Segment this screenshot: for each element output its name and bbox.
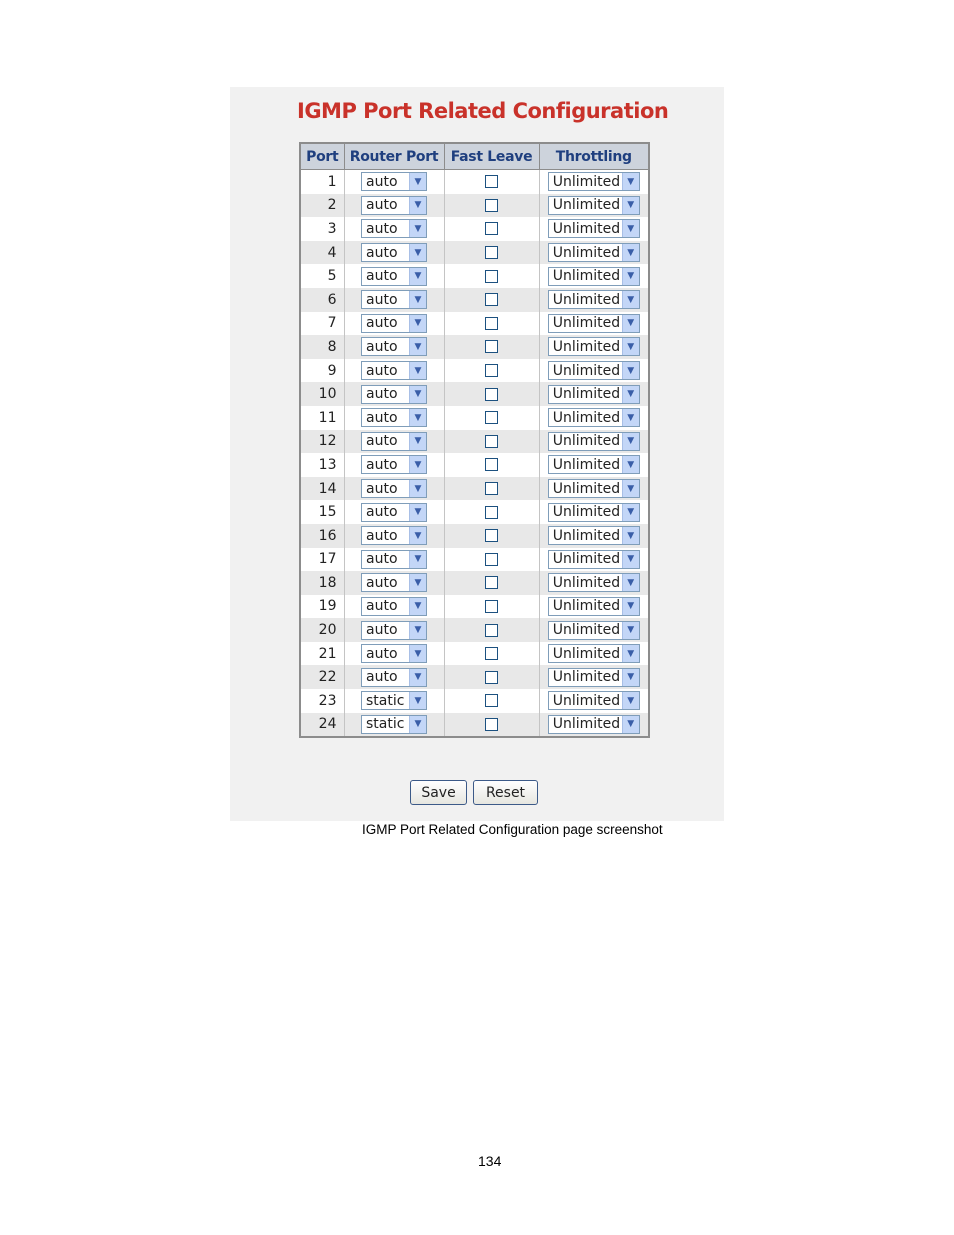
igmp-port-table [299, 142, 650, 738]
throttling-value: Unlimited [552, 574, 621, 591]
router-port-select[interactable] [361, 196, 427, 215]
router-port-select[interactable] [361, 526, 427, 545]
throttling-value: Unlimited [552, 433, 621, 450]
throttling-select[interactable] [548, 432, 640, 451]
fast-leave-cell [444, 194, 539, 218]
chevron-down-icon: ▼ [622, 551, 639, 568]
router-port-cell [344, 477, 444, 501]
router-port-select[interactable] [361, 361, 427, 380]
table-row [300, 665, 649, 689]
fast-leave-checkbox[interactable] [485, 199, 498, 212]
throttling-select[interactable] [548, 621, 640, 640]
throttling-cell [539, 430, 649, 454]
page-title: IGMP Port Related Configuration [297, 99, 669, 123]
throttling-select[interactable] [548, 243, 640, 262]
throttling-value: Unlimited [552, 268, 621, 285]
throttling-select[interactable] [548, 172, 640, 191]
router-port-cell [344, 288, 444, 312]
port-number: 20 [300, 618, 344, 642]
router-port-cell [344, 665, 444, 689]
router-port-cell [344, 335, 444, 359]
throttling-cell [539, 170, 649, 194]
fast-leave-checkbox[interactable] [485, 694, 498, 707]
router-port-select[interactable] [361, 432, 427, 451]
fast-leave-cell [444, 382, 539, 406]
chevron-down-icon: ▼ [409, 456, 426, 473]
table-row [300, 288, 649, 312]
fast-leave-cell [444, 288, 539, 312]
chevron-down-icon: ▼ [622, 386, 639, 403]
router-port-select[interactable] [361, 715, 427, 734]
throttling-cell [539, 217, 649, 241]
fast-leave-cell [444, 642, 539, 666]
router-port-cell [344, 264, 444, 288]
router-port-select[interactable] [361, 243, 427, 262]
chevron-down-icon: ▼ [622, 433, 639, 450]
fast-leave-checkbox[interactable] [485, 411, 498, 424]
chevron-down-icon: ▼ [409, 315, 426, 332]
port-number: 9 [300, 359, 344, 383]
fast-leave-cell [444, 689, 539, 713]
fast-leave-checkbox[interactable] [485, 270, 498, 283]
table-row [300, 500, 649, 524]
chevron-down-icon: ▼ [622, 645, 639, 662]
fast-leave-cell [444, 548, 539, 572]
table-row [300, 335, 649, 359]
header-throttling: Throttling [539, 143, 649, 170]
throttling-cell [539, 359, 649, 383]
router-port-value: auto [366, 315, 398, 332]
router-port-cell [344, 642, 444, 666]
router-port-select[interactable] [361, 385, 427, 404]
reset-button[interactable]: Reset [473, 780, 538, 805]
fast-leave-checkbox[interactable] [485, 718, 498, 731]
router-port-value: static [366, 692, 405, 709]
router-port-cell [344, 571, 444, 595]
router-port-cell [344, 618, 444, 642]
throttling-value: Unlimited [552, 504, 621, 521]
router-port-cell [344, 382, 444, 406]
header-fast-leave: Fast Leave [444, 143, 539, 170]
chevron-down-icon: ▼ [409, 244, 426, 261]
router-port-select[interactable] [361, 172, 427, 191]
router-port-cell [344, 406, 444, 430]
router-port-value: auto [366, 268, 398, 285]
chevron-down-icon: ▼ [622, 291, 639, 308]
fast-leave-cell [444, 500, 539, 524]
port-number: 5 [300, 264, 344, 288]
throttling-value: Unlimited [552, 244, 621, 261]
table-row [300, 194, 649, 218]
table-row [300, 453, 649, 477]
chevron-down-icon: ▼ [409, 268, 426, 285]
fast-leave-cell [444, 453, 539, 477]
port-number: 2 [300, 194, 344, 218]
port-number: 11 [300, 406, 344, 430]
fast-leave-checkbox[interactable] [485, 388, 498, 401]
throttling-select[interactable] [548, 715, 640, 734]
throttling-value: Unlimited [552, 622, 621, 639]
table-row [300, 217, 649, 241]
port-number: 12 [300, 430, 344, 454]
throttling-cell [539, 288, 649, 312]
fast-leave-cell [444, 335, 539, 359]
router-port-select[interactable] [361, 503, 427, 522]
fast-leave-cell [444, 477, 539, 501]
throttling-select[interactable] [548, 385, 640, 404]
chevron-down-icon: ▼ [409, 409, 426, 426]
throttling-cell [539, 500, 649, 524]
chevron-down-icon: ▼ [409, 692, 426, 709]
router-port-cell [344, 713, 444, 738]
router-port-value: auto [366, 669, 398, 686]
router-port-value: auto [366, 574, 398, 591]
fast-leave-cell [444, 217, 539, 241]
router-port-value: auto [366, 598, 398, 615]
router-port-value: auto [366, 527, 398, 544]
fast-leave-cell [444, 618, 539, 642]
fast-leave-checkbox[interactable] [485, 647, 498, 660]
chevron-down-icon: ▼ [409, 433, 426, 450]
chevron-down-icon: ▼ [409, 291, 426, 308]
router-port-value: auto [366, 456, 398, 473]
throttling-select[interactable] [548, 668, 640, 687]
router-port-cell [344, 524, 444, 548]
throttling-select[interactable] [548, 290, 640, 309]
throttling-cell [539, 312, 649, 336]
table-row [300, 312, 649, 336]
router-port-value: auto [366, 362, 398, 379]
fast-leave-checkbox[interactable] [485, 293, 498, 306]
chevron-down-icon: ▼ [409, 669, 426, 686]
table-row [300, 642, 649, 666]
fast-leave-checkbox[interactable] [485, 506, 498, 519]
throttling-value: Unlimited [552, 527, 621, 544]
router-port-select[interactable] [361, 219, 427, 238]
port-number: 17 [300, 548, 344, 572]
throttling-value: Unlimited [552, 220, 621, 237]
throttling-cell [539, 241, 649, 265]
header-router-port: Router Port [344, 143, 444, 170]
router-port-value: auto [366, 244, 398, 261]
table-row [300, 571, 649, 595]
router-port-value: auto [366, 504, 398, 521]
port-number: 23 [300, 689, 344, 713]
fast-leave-checkbox[interactable] [485, 246, 498, 259]
chevron-down-icon: ▼ [409, 716, 426, 733]
fast-leave-cell [444, 430, 539, 454]
throttling-cell [539, 665, 649, 689]
throttling-value: Unlimited [552, 173, 621, 190]
port-number: 1 [300, 170, 344, 194]
throttling-cell [539, 689, 649, 713]
fast-leave-checkbox[interactable] [485, 175, 498, 188]
fast-leave-cell [444, 406, 539, 430]
throttling-value: Unlimited [552, 551, 621, 568]
throttling-value: Unlimited [552, 480, 621, 497]
table-row [300, 548, 649, 572]
router-port-value: auto [366, 291, 398, 308]
chevron-down-icon: ▼ [622, 197, 639, 214]
chevron-down-icon: ▼ [409, 551, 426, 568]
port-number: 8 [300, 335, 344, 359]
table-row [300, 359, 649, 383]
fast-leave-cell [444, 170, 539, 194]
chevron-down-icon: ▼ [622, 173, 639, 190]
router-port-select[interactable] [361, 691, 427, 710]
fast-leave-checkbox[interactable] [485, 529, 498, 542]
port-number: 16 [300, 524, 344, 548]
chevron-down-icon: ▼ [622, 409, 639, 426]
chevron-down-icon: ▼ [622, 338, 639, 355]
table-row [300, 618, 649, 642]
port-number: 6 [300, 288, 344, 312]
router-port-select[interactable] [361, 479, 427, 498]
router-port-select[interactable] [361, 573, 427, 592]
router-port-value: auto [366, 645, 398, 662]
save-button[interactable]: Save [410, 780, 467, 805]
throttling-cell [539, 406, 649, 430]
port-number: 14 [300, 477, 344, 501]
port-number: 24 [300, 713, 344, 738]
chevron-down-icon: ▼ [409, 386, 426, 403]
throttling-cell [539, 618, 649, 642]
throttling-value: Unlimited [552, 669, 621, 686]
router-port-select[interactable] [361, 455, 427, 474]
fast-leave-checkbox[interactable] [485, 317, 498, 330]
throttling-select[interactable] [548, 479, 640, 498]
throttling-cell [539, 595, 649, 619]
chevron-down-icon: ▼ [622, 692, 639, 709]
router-port-cell [344, 595, 444, 619]
throttling-cell [539, 571, 649, 595]
table-row [300, 264, 649, 288]
router-port-select[interactable] [361, 267, 427, 286]
table-row [300, 713, 649, 738]
throttling-value: Unlimited [552, 386, 621, 403]
router-port-value: auto [366, 386, 398, 403]
page-number: 134 [478, 1153, 502, 1169]
router-port-select[interactable] [361, 550, 427, 569]
fast-leave-checkbox[interactable] [485, 600, 498, 613]
chevron-down-icon: ▼ [622, 527, 639, 544]
router-port-select[interactable] [361, 597, 427, 616]
chevron-down-icon: ▼ [409, 173, 426, 190]
port-number: 19 [300, 595, 344, 619]
port-number: 21 [300, 642, 344, 666]
chevron-down-icon: ▼ [622, 716, 639, 733]
throttling-select[interactable] [548, 597, 640, 616]
router-port-select[interactable] [361, 408, 427, 427]
throttling-cell [539, 642, 649, 666]
chevron-down-icon: ▼ [622, 598, 639, 615]
chevron-down-icon: ▼ [622, 315, 639, 332]
router-port-select[interactable] [361, 290, 427, 309]
throttling-select[interactable] [548, 455, 640, 474]
fast-leave-cell [444, 665, 539, 689]
fast-leave-checkbox[interactable] [485, 482, 498, 495]
port-number: 13 [300, 453, 344, 477]
table-row [300, 524, 649, 548]
port-number: 4 [300, 241, 344, 265]
throttling-cell [539, 264, 649, 288]
port-number: 18 [300, 571, 344, 595]
chevron-down-icon: ▼ [622, 220, 639, 237]
router-port-select[interactable] [361, 314, 427, 333]
table-row [300, 382, 649, 406]
port-number: 7 [300, 312, 344, 336]
throttling-value: Unlimited [552, 197, 621, 214]
throttling-select[interactable] [548, 644, 640, 663]
throttling-cell [539, 453, 649, 477]
chevron-down-icon: ▼ [409, 527, 426, 544]
throttling-value: Unlimited [552, 456, 621, 473]
throttling-cell [539, 713, 649, 738]
chevron-down-icon: ▼ [622, 480, 639, 497]
chevron-down-icon: ▼ [409, 197, 426, 214]
fast-leave-checkbox[interactable] [485, 222, 498, 235]
throttling-select[interactable] [548, 219, 640, 238]
chevron-down-icon: ▼ [622, 574, 639, 591]
chevron-down-icon: ▼ [409, 338, 426, 355]
throttling-cell [539, 335, 649, 359]
router-port-select[interactable] [361, 337, 427, 356]
router-port-cell [344, 689, 444, 713]
throttling-value: Unlimited [552, 692, 621, 709]
router-port-cell [344, 170, 444, 194]
throttling-select[interactable] [548, 503, 640, 522]
fast-leave-checkbox[interactable] [485, 458, 498, 471]
router-port-value: auto [366, 338, 398, 355]
chevron-down-icon: ▼ [622, 362, 639, 379]
router-port-value: auto [366, 433, 398, 450]
chevron-down-icon: ▼ [622, 268, 639, 285]
router-port-cell [344, 194, 444, 218]
throttling-value: Unlimited [552, 716, 621, 733]
chevron-down-icon: ▼ [409, 504, 426, 521]
router-port-value: auto [366, 173, 398, 190]
fast-leave-cell [444, 312, 539, 336]
throttling-cell [539, 382, 649, 406]
port-number: 22 [300, 665, 344, 689]
router-port-cell [344, 312, 444, 336]
fast-leave-cell [444, 571, 539, 595]
throttling-value: Unlimited [552, 598, 621, 615]
fast-leave-cell [444, 241, 539, 265]
fast-leave-checkbox[interactable] [485, 364, 498, 377]
table-row [300, 595, 649, 619]
router-port-value: auto [366, 551, 398, 568]
fast-leave-cell [444, 713, 539, 738]
router-port-select[interactable] [361, 621, 427, 640]
throttling-cell [539, 524, 649, 548]
table-row [300, 430, 649, 454]
router-port-cell [344, 241, 444, 265]
router-port-select[interactable] [361, 644, 427, 663]
throttling-cell [539, 548, 649, 572]
chevron-down-icon: ▼ [409, 574, 426, 591]
throttling-value: Unlimited [552, 338, 621, 355]
chevron-down-icon: ▼ [409, 622, 426, 639]
throttling-select[interactable] [548, 337, 640, 356]
chevron-down-icon: ▼ [622, 669, 639, 686]
table-row [300, 170, 649, 194]
chevron-down-icon: ▼ [622, 622, 639, 639]
throttling-cell [539, 477, 649, 501]
fast-leave-cell [444, 359, 539, 383]
throttling-select[interactable] [548, 408, 640, 427]
fast-leave-checkbox[interactable] [485, 340, 498, 353]
router-port-value: auto [366, 220, 398, 237]
fast-leave-cell [444, 595, 539, 619]
router-port-cell [344, 500, 444, 524]
throttling-select[interactable] [548, 196, 640, 215]
fast-leave-cell [444, 524, 539, 548]
throttling-select[interactable] [548, 691, 640, 710]
throttling-value: Unlimited [552, 362, 621, 379]
chevron-down-icon: ▼ [409, 598, 426, 615]
throttling-select[interactable] [548, 314, 640, 333]
throttling-select[interactable] [548, 361, 640, 380]
router-port-value: auto [366, 409, 398, 426]
router-port-select[interactable] [361, 668, 427, 687]
port-number: 3 [300, 217, 344, 241]
fast-leave-checkbox[interactable] [485, 624, 498, 637]
router-port-value: static [366, 716, 405, 733]
chevron-down-icon: ▼ [409, 220, 426, 237]
chevron-down-icon: ▼ [409, 362, 426, 379]
table-header-row [300, 143, 649, 170]
table-row [300, 689, 649, 713]
table-row [300, 406, 649, 430]
port-number: 15 [300, 500, 344, 524]
router-port-value: auto [366, 197, 398, 214]
router-port-cell [344, 548, 444, 572]
fast-leave-cell [444, 264, 539, 288]
throttling-value: Unlimited [552, 409, 621, 426]
chevron-down-icon: ▼ [622, 456, 639, 473]
router-port-cell [344, 453, 444, 477]
chevron-down-icon: ▼ [622, 244, 639, 261]
table-row [300, 477, 649, 501]
chevron-down-icon: ▼ [409, 645, 426, 662]
throttling-value: Unlimited [552, 315, 621, 332]
router-port-value: auto [366, 480, 398, 497]
router-port-cell [344, 430, 444, 454]
table-row [300, 241, 649, 265]
fast-leave-checkbox[interactable] [485, 553, 498, 566]
chevron-down-icon: ▼ [409, 480, 426, 497]
header-port: Port [300, 143, 344, 170]
chevron-down-icon: ▼ [622, 504, 639, 521]
throttling-select[interactable] [548, 526, 640, 545]
throttling-value: Unlimited [552, 291, 621, 308]
fast-leave-checkbox[interactable] [485, 576, 498, 589]
throttling-select[interactable] [548, 573, 640, 592]
port-number: 10 [300, 382, 344, 406]
fast-leave-checkbox[interactable] [485, 435, 498, 448]
router-port-value: auto [366, 622, 398, 639]
throttling-select[interactable] [548, 550, 640, 569]
fast-leave-checkbox[interactable] [485, 671, 498, 684]
throttling-select[interactable] [548, 267, 640, 286]
throttling-cell [539, 194, 649, 218]
throttling-value: Unlimited [552, 645, 621, 662]
figure-caption: IGMP Port Related Configuration page screenshot [362, 822, 663, 837]
router-port-cell [344, 359, 444, 383]
router-port-cell [344, 217, 444, 241]
